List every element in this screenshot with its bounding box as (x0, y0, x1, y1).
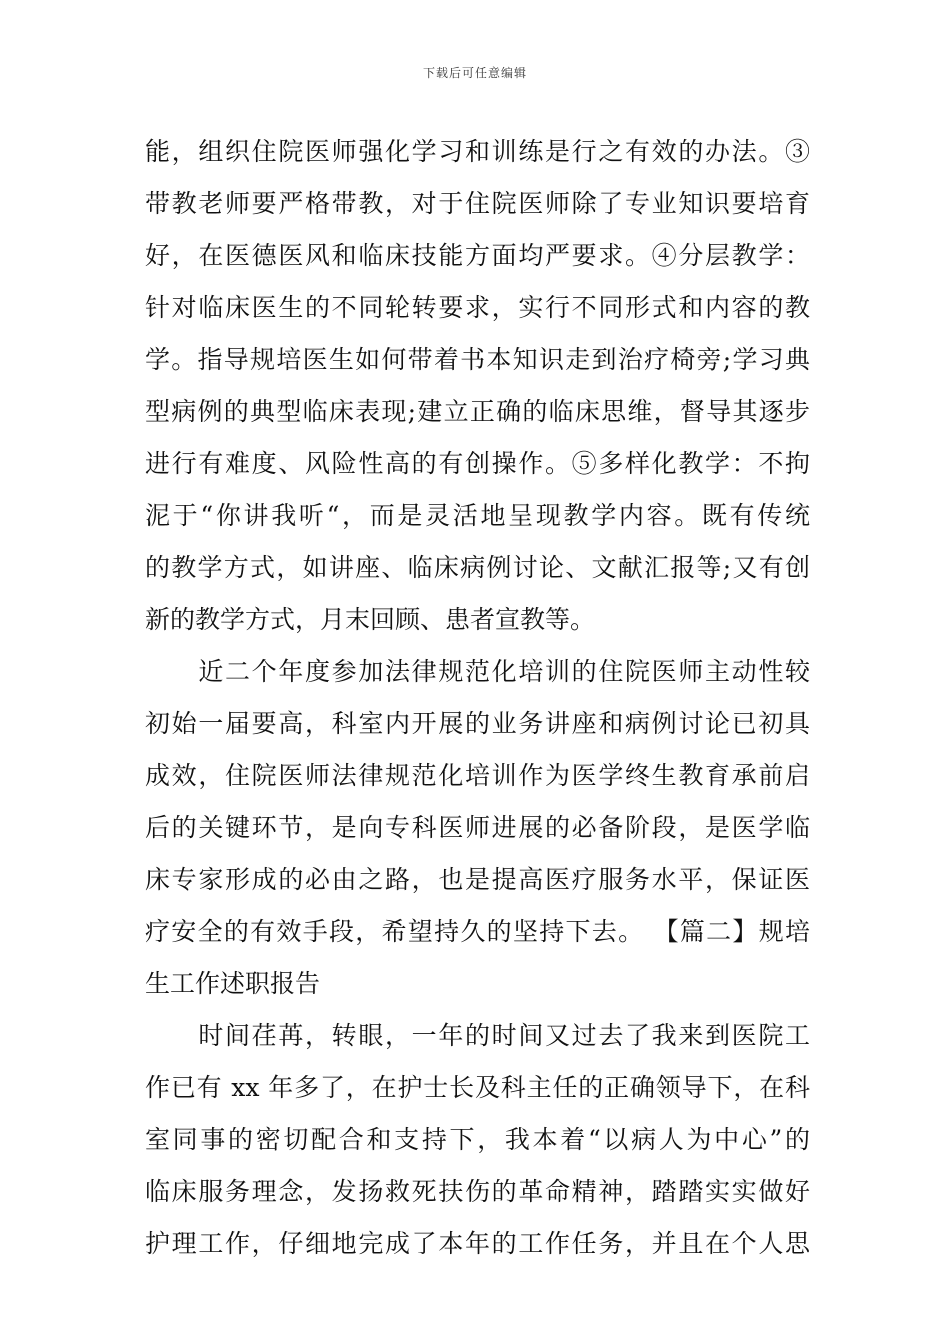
document-body (145, 126, 810, 1270)
text-line: 室同事的密切配合和支持下，我本着“以病人为中心”的 (145, 1125, 810, 1154)
text-line: 带教老师要严格带教，对于住院医师除了专业知识要培育 (145, 189, 810, 218)
text-line: 成效，住院医师法律规范化培训作为医学终生教育承前启 (145, 761, 810, 790)
text-line: 近二个年度参加法律规范化培训的住院医师主动性较 (145, 657, 810, 686)
text-line: 后的关键环节，是向专科医师进展的必备阶段，是医学临 (145, 813, 810, 842)
text-line: 床专家形成的必由之路，也是提高医疗服务水平，保证医 (145, 865, 810, 894)
text-line: 学。指导规培医生如何带着书本知识走到治疗椅旁;学习典 (145, 345, 810, 374)
section-heading-line: 生工作述职报告 (145, 969, 321, 998)
text-line: 护理工作，仔细地完成了本年的工作任务，并且在个人思 (145, 1229, 810, 1258)
page-header: 下载后可任意编辑 (422, 66, 527, 80)
text-line: 好，在医德医风和临床技能方面均严要求。④分层教学： (145, 241, 810, 270)
text-line: 新的教学方式，月末回顾、患者宣教等。 (145, 605, 596, 634)
text-line: 能，组织住院医师强化学习和训练是行之有效的办法。③ (145, 137, 810, 166)
text-line: 初始一届要高，科室内开展的业务讲座和病例讨论已初具 (145, 709, 810, 738)
text-line: 作已有 xx 年多了，在护士长及科主任的正确领导下，在科 (145, 1073, 810, 1102)
text-line: 临床服务理念，发扬救死扶伤的革命精神，踏踏实实做好 (145, 1177, 810, 1206)
text-line: 疗安全的有效手段，希望持久的坚持下去。 【篇二】规培 (145, 917, 810, 946)
text-line: 针对临床医生的不同轮转要求，实行不同形式和内容的教 (145, 293, 810, 322)
text-line: 泥于“你讲我听“，而是灵活地呈现教学内容。既有传统 (145, 501, 810, 530)
text-line: 进行有难度、风险性高的有创操作。⑤多样化教学：不拘 (145, 449, 810, 478)
text-line: 型病例的典型临床表现;建立正确的临床思维，督导其逐步 (145, 397, 810, 426)
text-line: 的教学方式，如讲座、临床病例讨论、文献汇报等;又有创 (145, 553, 810, 582)
text-line: 时间荏苒，转眼，一年的时间又过去了我来到医院工 (145, 1021, 810, 1050)
